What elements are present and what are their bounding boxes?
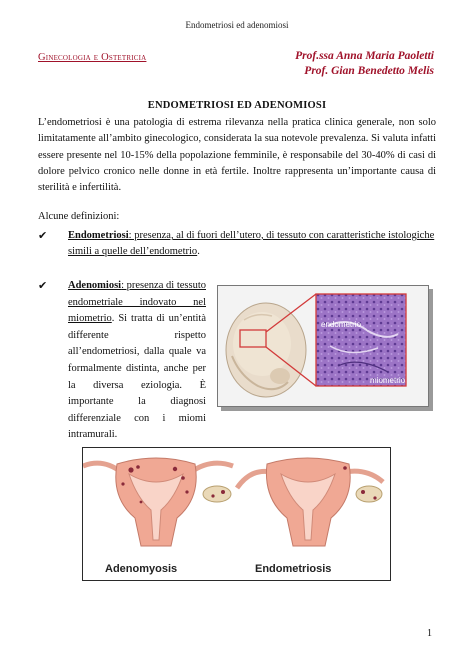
label-endometriosis: Endometriosis (255, 563, 332, 575)
check-mark-icon: ✔ (38, 229, 48, 242)
histology-figure (217, 285, 429, 407)
definition-term: Endometriosi (68, 230, 129, 241)
label-endometrio: endometrio (321, 320, 362, 329)
check-mark-icon: ✔ (38, 279, 48, 292)
definition-tail: . Si tratta di un’entità differente rispetto all’endometriosi, dalla quale va formalmente distinta, anche per la diversa eziologia. È importante la diagnosi differenziale con i miomi intramurali. (68, 313, 206, 441)
adenomyosis-uterus-image (83, 458, 233, 546)
uterus-specimen-image (226, 303, 306, 397)
definition-tail: . (197, 246, 200, 257)
label-adenomyosis: Adenomyosis (105, 563, 178, 575)
definition-body: : presenza di tessuto endometriale indovato nel miometrio (68, 280, 206, 325)
authors-block (295, 49, 434, 79)
intro-paragraph: L’endometriosi è una patologia di estrema rilevanza nella pratica clinica generale, non solo limitatamente all’ambito ginecologico, considerata la sua notevole prevalenza. Si valuta infatti essere presente nel 10-15% della popolazione femminile, è responsabile del 30-40% di casi di dolore pelvico cronico nelle donne in età fertile. Inoltre rappresenta un’importante causa di sterilità e infertilità. (38, 117, 436, 194)
definition-endometriosi (38, 228, 436, 260)
endometriosis-uterus-image (203, 458, 383, 546)
definition-text (52, 278, 206, 444)
author-2: Prof. Gian Benedetto Melis (304, 65, 434, 77)
micrograph-image (316, 294, 406, 386)
department-heading: Ginecologia e Ostetricia (38, 52, 147, 63)
uterus-comparison-figure (82, 447, 391, 581)
running-header: Endometriosi ed adenomiosi (185, 20, 289, 30)
definition-body: : presenza, al di fuori dell’utero, di tessuto con caratteristiche istologiche simili a quelle dell’endometrio (68, 230, 435, 257)
definition-adenomiosi (38, 278, 206, 444)
histology-illustration (218, 286, 428, 406)
uterus-comparison-illustration (83, 448, 390, 580)
document-title: ENDOMETRIOSI ED ADENOMIOSI (147, 100, 327, 111)
label-miometrio: miometrio (370, 376, 406, 385)
definition-term: Adenomiosi (68, 280, 122, 291)
definitions-label: Alcune definizioni: (38, 211, 120, 222)
author-1: Prof.ssa Anna Maria Paoletti (295, 50, 434, 62)
page-number: 1 (427, 628, 432, 639)
definition-text (52, 228, 436, 260)
